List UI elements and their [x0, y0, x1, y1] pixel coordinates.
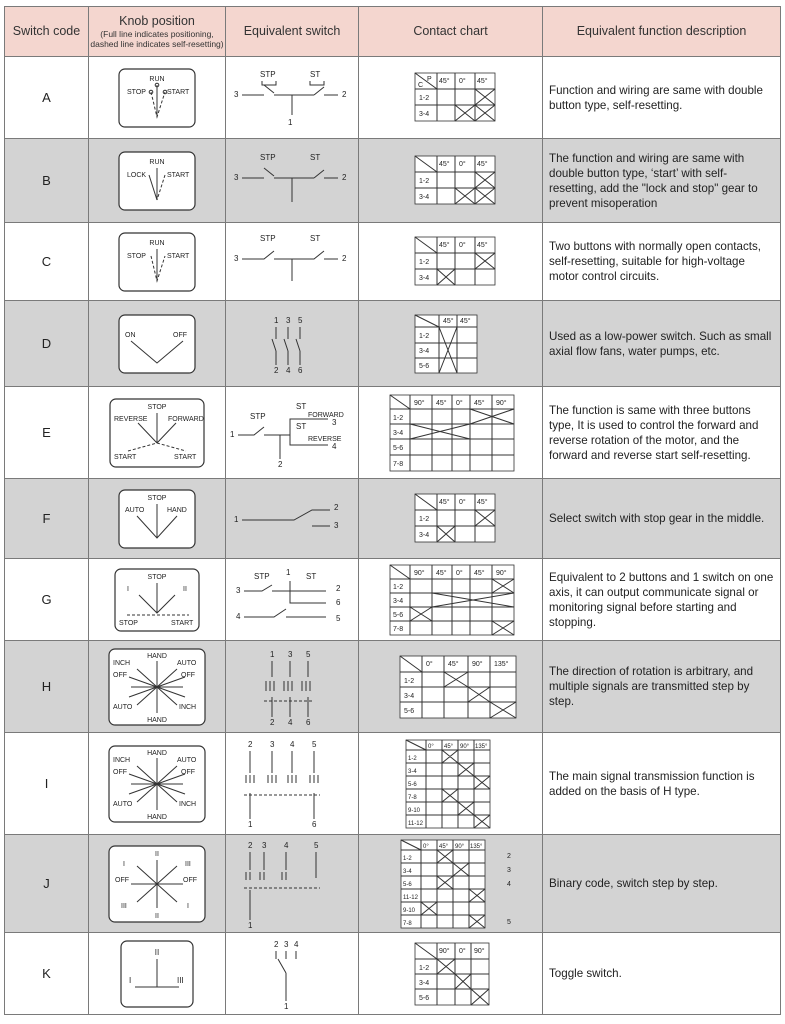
svg-text:0°: 0° — [458, 947, 466, 955]
function-description: Function and wiring are same with double button type, self-resetting. — [543, 57, 781, 139]
svg-text:STP: STP — [250, 411, 266, 421]
svg-text:3-4: 3-4 — [403, 692, 414, 700]
svg-text:INCH: INCH — [179, 800, 197, 808]
svg-text:LOCK: LOCK — [127, 171, 147, 179]
svg-text:II: II — [155, 912, 159, 920]
knob-diagram — [89, 479, 226, 559]
svg-text:135°: 135° — [474, 743, 487, 750]
svg-text:I: I — [123, 860, 125, 868]
svg-text:2: 2 — [342, 253, 347, 263]
svg-text:STOP: STOP — [147, 403, 167, 411]
svg-text:STOP: STOP — [147, 494, 167, 502]
svg-text:45°: 45° — [443, 743, 453, 750]
svg-text:AUTO: AUTO — [125, 506, 145, 514]
svg-text:45°: 45° — [435, 569, 447, 577]
svg-text:1: 1 — [274, 315, 279, 325]
svg-text:3-4: 3-4 — [392, 597, 403, 605]
svg-text:ST: ST — [310, 152, 321, 162]
svg-text:135°: 135° — [469, 843, 482, 850]
svg-text:STP: STP — [260, 233, 276, 243]
svg-text:1-2: 1-2 — [392, 583, 403, 591]
table-row — [5, 933, 781, 1015]
svg-text:1: 1 — [234, 514, 239, 524]
svg-text:0°: 0° — [427, 743, 434, 750]
svg-text:HAND: HAND — [147, 813, 167, 821]
svg-text:III: III — [121, 902, 127, 910]
knob-diagram — [89, 139, 226, 223]
svg-text:90°: 90° — [471, 660, 483, 668]
svg-text:1: 1 — [286, 567, 291, 577]
equivalent-switch-diagram — [226, 479, 359, 559]
equivalent-switch-diagram — [226, 835, 359, 933]
table-row — [5, 559, 781, 641]
knob-diagram — [89, 933, 226, 1015]
svg-text:5-6: 5-6 — [392, 611, 403, 619]
header-switch-code: Switch code — [5, 7, 89, 57]
table-row — [5, 479, 781, 559]
svg-text:START: START — [167, 88, 190, 96]
table-row — [5, 301, 781, 387]
svg-text:90°: 90° — [459, 743, 469, 750]
svg-text:STP: STP — [260, 69, 276, 79]
svg-text:45°: 45° — [435, 399, 447, 407]
svg-text:3: 3 — [234, 89, 239, 99]
svg-text:3-4: 3-4 — [418, 979, 429, 987]
svg-text:5: 5 — [312, 739, 317, 749]
svg-text:3: 3 — [286, 315, 291, 325]
svg-text:HAND: HAND — [167, 506, 187, 514]
function-description: Toggle switch. — [543, 933, 781, 1015]
svg-text:2: 2 — [334, 502, 339, 512]
svg-text:3: 3 — [234, 253, 239, 263]
svg-text:1: 1 — [288, 117, 293, 127]
svg-text:90°: 90° — [438, 947, 450, 955]
svg-text:2: 2 — [278, 459, 283, 469]
svg-text:1-2: 1-2 — [392, 414, 403, 422]
svg-text:45°: 45° — [476, 498, 488, 506]
svg-text:45°: 45° — [442, 317, 454, 325]
equivalent-switch-diagram — [226, 223, 359, 301]
contact-chart — [359, 933, 543, 1015]
svg-text:OFF: OFF — [113, 671, 127, 679]
switch-code: J — [5, 835, 89, 933]
contact-chart — [359, 223, 543, 301]
svg-text:0°: 0° — [458, 241, 466, 249]
switch-code: I — [5, 733, 89, 835]
svg-text:OFF: OFF — [183, 876, 197, 884]
svg-text:RUN: RUN — [149, 239, 165, 247]
svg-text:1-2: 1-2 — [418, 258, 429, 266]
svg-text:3-4: 3-4 — [392, 429, 403, 437]
svg-text:45°: 45° — [476, 241, 488, 249]
svg-text:2: 2 — [274, 939, 279, 949]
table-row — [5, 733, 781, 835]
svg-text:2: 2 — [248, 840, 253, 850]
svg-text:5: 5 — [298, 315, 303, 325]
svg-text:1-2: 1-2 — [418, 515, 429, 523]
svg-text:ST: ST — [310, 69, 321, 79]
svg-text:START: START — [114, 453, 137, 461]
svg-text:90°: 90° — [473, 947, 485, 955]
svg-text:STOP: STOP — [127, 252, 146, 260]
svg-text:5: 5 — [306, 649, 311, 659]
function-description: The main signal transmission function is added on the basis of H type. — [543, 733, 781, 835]
svg-text:STOP: STOP — [119, 619, 138, 627]
function-description: Binary code, switch step by step. — [543, 835, 781, 933]
svg-text:RUN: RUN — [149, 158, 165, 166]
svg-text:HAND: HAND — [147, 749, 167, 757]
svg-text:STOP: STOP — [127, 88, 146, 96]
svg-text:45°: 45° — [438, 241, 450, 249]
contact-chart — [359, 479, 543, 559]
knob-diagram — [89, 559, 226, 641]
table-row — [5, 387, 781, 479]
function-description: Equivalent to 2 buttons and 1 switch on one axis, it can output communicate signal or monitoring signal before starting and stopping. — [543, 559, 781, 641]
switch-code: E — [5, 387, 89, 479]
svg-text:OFF: OFF — [181, 671, 195, 679]
svg-text:START: START — [171, 619, 194, 627]
svg-text:3: 3 — [284, 939, 289, 949]
svg-text:1: 1 — [230, 429, 235, 439]
switch-code: D — [5, 301, 89, 387]
knob-diagram — [89, 641, 226, 733]
svg-text:4: 4 — [236, 611, 241, 621]
svg-text:3: 3 — [332, 417, 337, 427]
svg-text:3-4: 3-4 — [418, 347, 429, 355]
svg-text:4: 4 — [332, 441, 337, 451]
table-row — [5, 835, 781, 933]
header-equivalent-switch: Equivalent switch — [226, 7, 359, 57]
svg-text:9-10: 9-10 — [407, 807, 420, 814]
svg-text:1-2: 1-2 — [403, 677, 414, 685]
svg-text:ST: ST — [296, 401, 307, 411]
svg-text:2: 2 — [274, 365, 279, 375]
svg-text:0°: 0° — [458, 77, 466, 85]
switch-code: B — [5, 139, 89, 223]
svg-text:OFF: OFF — [113, 768, 127, 776]
svg-text:0°: 0° — [455, 569, 463, 577]
svg-text:45°: 45° — [476, 160, 488, 168]
svg-text:3: 3 — [234, 172, 239, 182]
svg-text:3: 3 — [334, 520, 339, 530]
svg-text:START: START — [167, 171, 190, 179]
svg-text:I: I — [187, 902, 189, 910]
svg-text:45°: 45° — [438, 160, 450, 168]
svg-text:11-12: 11-12 — [407, 820, 423, 827]
svg-text:3: 3 — [236, 585, 241, 595]
switch-table — [4, 6, 781, 1015]
svg-text:III: III — [185, 860, 191, 868]
svg-text:9-10: 9-10 — [402, 907, 415, 914]
svg-text:II: II — [183, 585, 187, 593]
switch-code: F — [5, 479, 89, 559]
svg-text:4: 4 — [294, 939, 299, 949]
svg-text:1-2: 1-2 — [418, 332, 429, 340]
knob-diagram — [89, 223, 226, 301]
header-contact-chart: Contact chart — [359, 7, 543, 57]
svg-text:ST: ST — [296, 421, 307, 431]
svg-text:3: 3 — [262, 840, 267, 850]
svg-text:1: 1 — [270, 649, 275, 659]
svg-text:3-4: 3-4 — [418, 531, 429, 539]
svg-text:ST: ST — [310, 233, 321, 243]
function-description: The function is same with three buttons type, It is used to control the forward and reverse rotation of the motor, and the forward and reverse start self-resetting. — [543, 387, 781, 479]
svg-text:4: 4 — [506, 880, 511, 888]
svg-text:0°: 0° — [422, 843, 429, 850]
svg-text:2: 2 — [342, 172, 347, 182]
svg-text:5-6: 5-6 — [403, 707, 414, 715]
svg-text:STP: STP — [254, 571, 270, 581]
svg-text:3-4: 3-4 — [418, 274, 429, 282]
svg-text:0°: 0° — [455, 399, 463, 407]
svg-text:OFF: OFF — [181, 768, 195, 776]
svg-text:6: 6 — [312, 819, 317, 829]
svg-text:STP: STP — [260, 152, 276, 162]
svg-text:II: II — [154, 947, 160, 957]
svg-text:90°: 90° — [495, 399, 507, 407]
svg-text:INCH: INCH — [179, 703, 197, 711]
function-description: The direction of rotation is arbitrary, and multiple signals are transmitted step by step. — [543, 641, 781, 733]
svg-text:4: 4 — [290, 739, 295, 749]
svg-text:INCH: INCH — [113, 756, 131, 764]
knob-diagram — [89, 301, 226, 387]
svg-text:REVERSE: REVERSE — [114, 415, 148, 423]
svg-text:90°: 90° — [413, 399, 425, 407]
svg-text:45°: 45° — [473, 399, 485, 407]
svg-text:45°: 45° — [447, 660, 459, 668]
svg-text:3-4: 3-4 — [418, 193, 429, 201]
equivalent-switch-diagram — [226, 57, 359, 139]
svg-text:3-4: 3-4 — [407, 768, 417, 775]
header-function-description: Equivalent function description — [543, 7, 781, 57]
contact-chart — [359, 387, 543, 479]
svg-text:ST: ST — [306, 571, 317, 581]
svg-text:45°: 45° — [438, 843, 448, 850]
equivalent-switch-diagram — [226, 139, 359, 223]
table-row — [5, 641, 781, 733]
equivalent-switch-diagram — [226, 387, 359, 479]
svg-text:2: 2 — [248, 739, 253, 749]
switch-code: G — [5, 559, 89, 641]
switch-code: C — [5, 223, 89, 301]
svg-text:4: 4 — [284, 840, 289, 850]
svg-text:45°: 45° — [476, 77, 488, 85]
svg-text:45°: 45° — [459, 317, 471, 325]
svg-text:5: 5 — [506, 918, 511, 926]
function-description: Two buttons with normally open contacts, self-resetting, suitable for high-voltage motor control circuits. — [543, 223, 781, 301]
svg-text:1-2: 1-2 — [418, 177, 429, 185]
svg-text:II: II — [155, 850, 159, 858]
svg-text:3: 3 — [506, 866, 511, 874]
contact-chart — [359, 733, 543, 835]
header-knob-position: Knob position (Full line indicates positioning, dashed line indicates self-resetting) — [89, 7, 226, 57]
svg-text:1-2: 1-2 — [418, 964, 429, 972]
svg-text:5: 5 — [314, 840, 319, 850]
svg-text:P: P — [426, 75, 432, 83]
equivalent-switch-diagram — [226, 301, 359, 387]
svg-text:1: 1 — [248, 819, 253, 829]
svg-text:STOP: STOP — [147, 573, 167, 581]
svg-text:I: I — [129, 975, 132, 985]
svg-text:90°: 90° — [413, 569, 425, 577]
svg-text:7-8: 7-8 — [407, 794, 417, 801]
equivalent-switch-diagram — [226, 641, 359, 733]
knob-diagram — [89, 57, 226, 139]
svg-text:1-2: 1-2 — [418, 94, 429, 102]
svg-text:2: 2 — [270, 717, 275, 727]
svg-text:START: START — [174, 453, 197, 461]
svg-text:3: 3 — [288, 649, 293, 659]
svg-text:5-6: 5-6 — [402, 881, 412, 888]
contact-chart — [359, 301, 543, 387]
function-description: Used as a low-power switch. Such as small axial flow fans, water pumps, etc. — [543, 301, 781, 387]
svg-text:4: 4 — [288, 717, 293, 727]
svg-text:6: 6 — [336, 597, 341, 607]
svg-text:7-8: 7-8 — [392, 460, 403, 468]
svg-text:III: III — [177, 975, 184, 985]
svg-text:AUTO: AUTO — [113, 800, 133, 808]
switch-code: A — [5, 57, 89, 139]
equivalent-switch-diagram — [226, 559, 359, 641]
svg-text:4: 4 — [286, 365, 291, 375]
svg-text:OFF: OFF — [115, 876, 129, 884]
svg-text:FORWARD: FORWARD — [308, 411, 344, 419]
svg-text:ON: ON — [125, 331, 136, 339]
knob-diagram — [89, 387, 226, 479]
contact-chart — [359, 139, 543, 223]
svg-text:1-2: 1-2 — [407, 755, 417, 762]
svg-text:AUTO: AUTO — [177, 756, 197, 764]
header-row — [5, 7, 781, 57]
svg-text:I: I — [127, 585, 129, 593]
svg-text:1: 1 — [248, 920, 253, 930]
svg-text:3-4: 3-4 — [402, 868, 412, 875]
svg-text:5-6: 5-6 — [418, 362, 429, 370]
svg-text:2: 2 — [336, 583, 341, 593]
svg-text:2: 2 — [342, 89, 347, 99]
knob-diagram — [89, 835, 226, 933]
svg-text:135°: 135° — [493, 660, 508, 668]
svg-text:6: 6 — [298, 365, 303, 375]
svg-text:INCH: INCH — [113, 659, 131, 667]
svg-text:90°: 90° — [454, 843, 464, 850]
svg-text:5-6: 5-6 — [418, 994, 429, 1002]
switch-code: K — [5, 933, 89, 1015]
svg-text:C: C — [417, 81, 423, 89]
svg-text:7-8: 7-8 — [392, 625, 403, 633]
svg-text:1-2: 1-2 — [402, 855, 412, 862]
svg-text:3-4: 3-4 — [418, 110, 429, 118]
svg-text:AUTO: AUTO — [177, 659, 197, 667]
svg-text:5: 5 — [336, 613, 341, 623]
svg-text:RUN: RUN — [149, 75, 165, 83]
svg-text:5-6: 5-6 — [392, 444, 403, 452]
svg-text:HAND: HAND — [147, 652, 167, 660]
function-description: Select switch with stop gear in the middle. — [543, 479, 781, 559]
table-row — [5, 139, 781, 223]
svg-text:11-12: 11-12 — [402, 894, 418, 901]
svg-text:FORWARD: FORWARD — [168, 415, 204, 423]
svg-text:2: 2 — [506, 852, 511, 860]
svg-text:REVERSE: REVERSE — [308, 435, 342, 443]
svg-text:HAND: HAND — [147, 716, 167, 724]
svg-text:45°: 45° — [438, 498, 450, 506]
svg-text:45°: 45° — [438, 77, 450, 85]
svg-text:45°: 45° — [473, 569, 485, 577]
svg-text:7-8: 7-8 — [402, 920, 412, 927]
svg-text:90°: 90° — [495, 569, 507, 577]
svg-text:5-6: 5-6 — [407, 781, 417, 788]
svg-text:OFF: OFF — [173, 331, 187, 339]
function-description: The function and wiring are same with double button type, ‘start’ with self-resetting, add the "lock and stop" gear to prevent misoperation — [543, 139, 781, 223]
svg-text:6: 6 — [306, 717, 311, 727]
svg-text:AUTO: AUTO — [113, 703, 133, 711]
equivalent-switch-diagram — [226, 933, 359, 1015]
table-row — [5, 223, 781, 301]
svg-text:1: 1 — [284, 1001, 289, 1011]
contact-chart — [359, 559, 543, 641]
svg-text:0°: 0° — [458, 160, 466, 168]
svg-text:START: START — [167, 252, 190, 260]
table-row — [5, 57, 781, 139]
knob-diagram — [89, 733, 226, 835]
svg-text:0°: 0° — [425, 660, 433, 668]
contact-chart — [359, 835, 543, 933]
switch-code: H — [5, 641, 89, 733]
contact-chart — [359, 57, 543, 139]
svg-text:3: 3 — [270, 739, 275, 749]
svg-text:0°: 0° — [458, 498, 466, 506]
equivalent-switch-diagram — [226, 733, 359, 835]
contact-chart — [359, 641, 543, 733]
